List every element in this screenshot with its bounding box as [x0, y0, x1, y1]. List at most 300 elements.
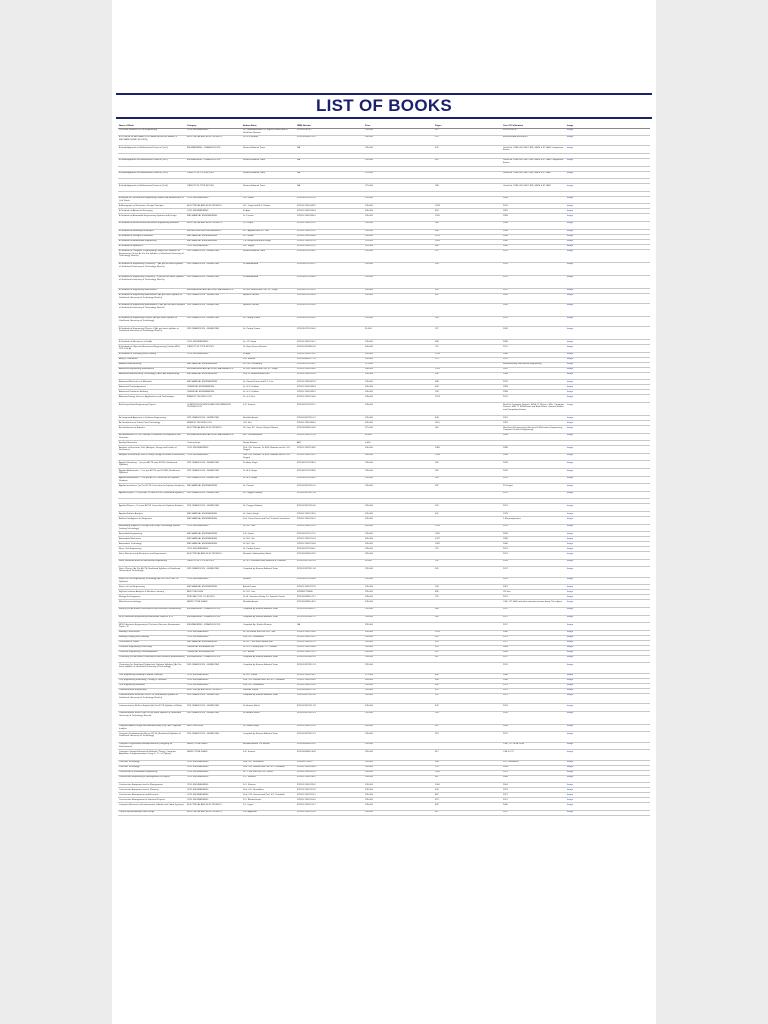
price-cell: 345.000: [364, 390, 434, 395]
isbn-cell: 978-93-85681-71-9: [296, 688, 364, 693]
image-link[interactable]: Image: [566, 461, 650, 469]
image-link[interactable]: Image: [566, 635, 650, 640]
price-cell: 195.000: [364, 688, 434, 693]
year-cell: Manufacturing/ Mechanical Engineering: [502, 362, 566, 367]
price-cell: 245.000: [364, 403, 434, 416]
price-cell: 195.000: [364, 504, 434, 512]
image-link[interactable]: Image: [566, 559, 650, 567]
isbn-cell: 978-81-7409-241-0: [296, 372, 364, 380]
author-cell: Spanish Version: [242, 293, 296, 303]
author-cell: Dr. M. Srivastav Sahay, Dr. Santosh Kumar: [242, 595, 296, 600]
book-name-cell: A Textbook of Electrical and Electronics Engineering Materials: [118, 221, 186, 229]
category-cell: ENGINEERING - EXAMS BOOKS: [186, 607, 242, 615]
category-cell: ENGINEERING - EXAMS BOOKS: [186, 146, 242, 154]
table-row: [118, 704, 650, 712]
image-link[interactable]: Image: [566, 585, 650, 590]
isbn-cell: 978-81-7409-160-2: [296, 517, 364, 525]
image-link[interactable]: Image: [566, 678, 650, 683]
image-link[interactable]: Image: [566, 640, 650, 645]
year-cell: 1991: [502, 209, 566, 214]
image-link[interactable]: Image: [566, 390, 650, 395]
image-link[interactable]: Image: [566, 357, 650, 362]
book-name-cell: Basic Physics (As Per AICTE Jharkhand Syllabus of Jharkhand University of Technology): [118, 567, 186, 577]
book-name-cell: A Guide Approach to Mathematical Science (Vol 4): [118, 184, 186, 192]
price-cell: 195.000: [364, 532, 434, 537]
year-cell: Useful for CSIR-UGC-NET JRF, GATE & IIT JAM: [502, 184, 566, 192]
table-row: [118, 577, 650, 585]
author-cell: Dr. G.P. Karmakar and Subhash B. Dabhare: [242, 559, 296, 567]
image-link[interactable]: Image: [566, 775, 650, 783]
category-cell: OBJECTIVE TYPE BOOKS: [186, 171, 242, 179]
price-cell: 195.000: [364, 196, 434, 204]
image-link[interactable]: Image: [566, 742, 650, 750]
price-cell: 195.000: [364, 615, 434, 623]
year-cell: 2004: [502, 244, 566, 249]
pages-cell: 1180: [434, 770, 502, 775]
author-cell: Dr. Kamal Kumar and R.C. Das: [242, 380, 296, 385]
isbn-cell: 978-93-85681-19-1: [296, 135, 364, 145]
category-cell: BEST SELLERS: [186, 590, 242, 595]
pages-cell: 1259: [434, 352, 502, 357]
price-cell: 345.000: [364, 446, 434, 454]
image-link[interactable]: Image: [566, 770, 650, 775]
book-name-cell: Civil Engineering Estimating, Costing & Valuation: [118, 678, 186, 683]
image-link[interactable]: Image: [566, 362, 650, 367]
image-link[interactable]: Image: [566, 750, 650, 760]
isbn-cell: 978-81-7409-222-9: [296, 585, 364, 590]
image-link[interactable]: Image: [566, 650, 650, 655]
year-cell: CSE, CIT, EEE and other relevant streams being The subject: [502, 600, 566, 608]
category-cell: MECHANICAL ENGINEERING: [186, 517, 242, 525]
author-cell: S.K. Gupta: [242, 532, 296, 537]
isbn-cell: NA: [296, 158, 364, 166]
isbn-cell: 9789387113927: [296, 760, 364, 765]
image-link[interactable]: Image: [566, 249, 650, 262]
year-cell: 2000: [502, 630, 566, 635]
image-link[interactable]: Image: [566, 421, 650, 426]
isbn-cell: 978-93-85681-41-2: [296, 742, 364, 750]
category-cell: COMPUTER SCIENCE AND INFORMATION TECHNOLOGY: [186, 403, 242, 416]
pages-cell: [434, 491, 502, 499]
image-link[interactable]: Image: [566, 158, 650, 166]
image-link[interactable]: Image: [566, 683, 650, 688]
category-cell: DIPLOMA BOOKS - SEMESTER: [186, 504, 242, 512]
image-link[interactable]: Image: [566, 711, 650, 724]
image-link[interactable]: Image: [566, 524, 650, 532]
price-cell: 195.000: [364, 416, 434, 421]
image-link[interactable]: Image: [566, 704, 650, 712]
year-cell: Electrical And Electronics: [502, 135, 566, 145]
pages-cell: [434, 196, 502, 204]
image-link[interactable]: Image: [566, 673, 650, 678]
category-cell: CIVIL ENGINEERING: [186, 547, 242, 552]
year-cell: 2021: [502, 491, 566, 499]
pages-cell: 1360: [434, 446, 502, 454]
year-cell: Useful for CSIR-UGC-NET JRF, GATE & IIT JAM, Competitive Exams: [502, 158, 566, 166]
year-cell: 2017: [502, 810, 566, 815]
book-name-cell: A Textbook of Advanced Surveying: [118, 209, 186, 214]
image-link[interactable]: Image: [566, 590, 650, 595]
book-name-cell: Botany (For All Indian Universities/Other Research Examination): [118, 607, 186, 615]
year-cell: 2017: [502, 615, 566, 623]
book-name-cell: BigData Scheme Analysis & Machine Learning: [118, 590, 186, 595]
image-link[interactable]: Image: [566, 380, 650, 385]
year-cell: Useful for CSIR-UGC-NET JRF, GATE & IIT JAM, Competitive Exams: [502, 146, 566, 154]
isbn-cell: 978-93-85681-75-7: [296, 595, 364, 600]
price-cell: 245.000: [364, 380, 434, 385]
image-link[interactable]: Image: [566, 512, 650, 517]
image-link[interactable]: Image: [566, 517, 650, 525]
image-link[interactable]: Image: [566, 537, 650, 542]
book-name-cell: Computer Electronics (Fundamentals of Audio and Video Systems): [118, 803, 186, 811]
year-cell: 2021: [502, 288, 566, 293]
price-cell: 195.000: [364, 567, 434, 577]
author-cell: Dr. Prasad: [242, 234, 296, 239]
pages-cell: 422: [434, 146, 502, 154]
image-link[interactable]: Image: [566, 403, 650, 416]
price-cell: 245.000: [364, 683, 434, 688]
pages-cell: 960: [434, 244, 502, 249]
pages-cell: [434, 577, 502, 585]
image-link[interactable]: Image: [566, 303, 650, 316]
year-cell: 2014: [502, 476, 566, 484]
isbn-cell: 978-81-7409-115-2: [296, 229, 364, 234]
image-link[interactable]: Image: [566, 327, 650, 340]
pages-cell: 751: [434, 345, 502, 353]
book-name-cell: Alternate Energy Sources: Applications and Technologies: [118, 395, 186, 403]
isbn-cell: 978-81-7409-201-4: [296, 810, 364, 815]
table-row: [118, 372, 650, 380]
image-link[interactable]: Image: [566, 416, 650, 421]
pages-cell: 600: [434, 229, 502, 234]
price-cell: 245.000: [364, 810, 434, 815]
book-name-cell: Chemistry (For All Indian Universities/Other Entrance Examinations): [118, 655, 186, 663]
year-cell: 1999: [502, 234, 566, 239]
book-name-cell: Automobile Mechanics: [118, 537, 186, 542]
pages-cell: 887: [434, 793, 502, 798]
isbn-cell: 978-81-7409-227-4: [296, 433, 364, 441]
price-cell: 145.000: [364, 693, 434, 703]
image-link[interactable]: Image: [566, 532, 650, 537]
image-link[interactable]: Image: [566, 446, 650, 454]
table-row: [118, 446, 650, 454]
author-cell: Dr. N.K. Giri: [242, 542, 296, 547]
isbn-cell: 978-81-7409-216-8: [296, 542, 364, 547]
image-link[interactable]: Image: [566, 367, 650, 372]
year-cell: 2017: [502, 345, 566, 353]
author-cell: Prof. Tarun Kumar and Prof. Prakash Srivastava: [242, 517, 296, 525]
book-name-cell: Advanced Petroleum Refining: [118, 390, 186, 395]
image-link[interactable]: Image: [566, 484, 650, 492]
isbn-cell: 978-81-7409-095-9: [296, 385, 364, 390]
book-name-cell: Building Construction: [118, 630, 186, 635]
image-link[interactable]: Image: [566, 453, 650, 461]
image-link[interactable]: Image: [566, 645, 650, 650]
image-link[interactable]: Image: [566, 275, 650, 288]
category-cell: ENGINEERING AND APPLIED MATHEMATICS: [186, 288, 242, 293]
author-cell: Dr. B.P. Verma: [242, 673, 296, 678]
isbn-cell: 978-93-87113-89-6: [296, 293, 364, 303]
isbn-cell: 978-81-7409-198-7: [296, 673, 364, 678]
pages-cell: 668: [434, 340, 502, 345]
isbn-cell: NA: [296, 184, 364, 192]
image-link[interactable]: Image: [566, 655, 650, 663]
author-cell: Dr. G.D. Gulliver: [242, 390, 296, 395]
book-name-cell: A Guide Approach to Mathematical Science (Vol 1): [118, 146, 186, 154]
image-link[interactable]: Image: [566, 732, 650, 742]
table-row: [118, 158, 650, 166]
pages-cell: 800: [434, 673, 502, 678]
image-link[interactable]: Image: [566, 352, 650, 357]
price-cell: [364, 491, 434, 499]
image-link[interactable]: Image: [566, 395, 650, 403]
book-name-cell: Basics of Civil Engineering: [118, 585, 186, 590]
year-cell: 2006: [502, 803, 566, 811]
price-cell: 245.000: [364, 803, 434, 811]
isbn-cell: 978-93-87113-96-4: [296, 461, 364, 469]
isbn-cell: 978-81-947525-4-7: [296, 732, 364, 742]
image-link[interactable]: Image: [566, 214, 650, 222]
category-cell: DIPLOMA BOOKS - SEMESTER: [186, 711, 242, 724]
image-link[interactable]: Image: [566, 630, 650, 635]
image-link[interactable]: Image: [566, 345, 650, 353]
image-link[interactable]: Image: [566, 469, 650, 477]
image-link[interactable]: Image: [566, 135, 650, 145]
pages-cell: 294: [434, 316, 502, 326]
image-link[interactable]: Image: [566, 623, 650, 631]
image-link[interactable]: Image: [566, 426, 650, 434]
author-cell: Compiled by Shanna Editorial Team: [242, 693, 296, 703]
image-link[interactable]: Image: [566, 491, 650, 499]
year-cell: 2019: [502, 316, 566, 326]
author-cell: Dr. Prasad: [242, 484, 296, 492]
image-link[interactable]: Image: [566, 146, 650, 154]
author-cell: Prof. V.N. Vazirani, Dr M.M. Ratwani and Dr. S.K. Duggal: [242, 446, 296, 454]
year-cell: 2000: [502, 239, 566, 244]
book-name-cell: Artificial Intelligence for Engineers: [118, 517, 186, 525]
category-cell: Coming Soon: [186, 441, 242, 446]
year-cell: 2007: [502, 367, 566, 372]
author-cell: Prof. R. Ramachandra Rao: [242, 372, 296, 380]
image-link[interactable]: Image: [566, 476, 650, 484]
pages-cell: 398: [434, 760, 502, 765]
year-cell: 1998: [502, 390, 566, 395]
category-cell: NEWLY PUBLISHED: [186, 750, 242, 760]
price-cell: 95.000: [364, 433, 434, 441]
book-name-cell: A Textbook of Metallurgical Analysis: [118, 229, 186, 234]
author-cell: P.L. Kapur: [242, 221, 296, 229]
image-link[interactable]: Image: [566, 288, 650, 293]
image-link[interactable]: Image: [566, 542, 650, 547]
price-cell: 245.000: [364, 512, 434, 517]
image-link[interactable]: Image: [566, 385, 650, 390]
image-link[interactable]: Image: [566, 372, 650, 380]
price-cell: 195.000: [364, 146, 434, 154]
image-link[interactable]: Image: [566, 504, 650, 512]
isbn-cell: 978-81-931809-6-9: [296, 345, 364, 353]
price-cell: 245.000: [364, 704, 434, 712]
year-cell: 978-81-931-8...: [502, 128, 566, 135]
author-cell: Dr. G.D. Rai: [242, 395, 296, 403]
pages-cell: 581: [434, 426, 502, 434]
image-link[interactable]: Image: [566, 663, 650, 673]
book-name-cell: BPSC Assistant Engineering & Technical Services Examination Paper - III: [118, 623, 186, 631]
category-cell: CIVIL ENGINEERING: [186, 793, 242, 798]
image-link[interactable]: Image: [566, 803, 650, 811]
book-name-cell: A Textbook of Computer Programming (Subject for Student's of Engineering Course As Per the Syllabus of Jharkhand University of Technology, Ranchi): [118, 249, 186, 262]
image-link[interactable]: Image: [566, 810, 650, 815]
image-link[interactable]: Image: [566, 693, 650, 703]
image-link[interactable]: Image: [566, 547, 650, 552]
table-row: [118, 293, 650, 303]
year-cell: 2019: [502, 704, 566, 712]
author-cell: Dr. Pankaj Kumar: [242, 547, 296, 552]
image-link[interactable]: Image: [566, 204, 650, 209]
isbn-cell: 978-81-7409-100-7: [296, 340, 364, 345]
pages-cell: 227: [434, 327, 502, 340]
image-link[interactable]: Image: [566, 783, 650, 788]
price-cell: 275.000: [364, 362, 434, 367]
table-row: [118, 803, 650, 811]
image-link[interactable]: Image: [566, 788, 650, 793]
image-link[interactable]: Image: [566, 209, 650, 214]
price-cell: 245.000: [364, 288, 434, 293]
isbn-cell: 978-81-7409-189-5: [296, 678, 364, 683]
book-name-cell: An Introduction to Robotics: [118, 426, 186, 434]
category-cell: ELECTRICAL AND ELECTRONICS: [186, 552, 242, 560]
image-link[interactable]: Image: [566, 340, 650, 345]
author-cell: N.C. Goyal and R.K. Khetan: [242, 204, 296, 209]
pages-cell: 143: [434, 711, 502, 724]
book-name-cell: Computer Organization and Architecture (Designing for Performance): [118, 742, 186, 750]
category-cell: DIPLOMA BOOKS - SEMESTER: [186, 275, 242, 288]
image-link[interactable]: Image: [566, 262, 650, 275]
category-cell: METALLURGICAL ENGINEERING: [186, 229, 242, 234]
pages-cell: 321: [434, 249, 502, 262]
image-link[interactable]: Image: [566, 688, 650, 693]
image-link[interactable]: Image: [566, 239, 650, 244]
year-cell: 1999: [502, 229, 566, 234]
author-cell: Dr. Pragyan Nataraj: [242, 504, 296, 512]
isbn-cell: 978-81-931-8...: [296, 128, 364, 135]
book-name-cell: Basic Electrical and Electronics and Experiments: [118, 552, 186, 560]
year-cell: 2015: [502, 204, 566, 209]
image-link[interactable]: Image: [566, 595, 650, 600]
image-link[interactable]: Image: [566, 244, 650, 249]
author-cell: Prof. S.K. Dhandekar: [242, 683, 296, 688]
price-cell: 195.000: [364, 577, 434, 585]
table-row: [118, 552, 650, 560]
pages-cell: 319: [434, 732, 502, 742]
table-row: [118, 469, 650, 477]
author-cell: Shanna Editorial Team: [242, 171, 296, 179]
image-link[interactable]: Image: [566, 760, 650, 765]
author-cell: Dr. Abid Ahmad: [242, 262, 296, 275]
image-link[interactable]: Image: [566, 229, 650, 234]
image-link[interactable]: Image: [566, 607, 650, 615]
pages-cell: 890: [434, 590, 502, 595]
pages-cell: [434, 623, 502, 631]
category-cell: CHEMICAL ENGINEERING: [186, 390, 242, 395]
pages-cell: 478: [434, 704, 502, 712]
price-cell: 245.000: [364, 645, 434, 650]
image-link[interactable]: Image: [566, 433, 650, 441]
author-cell: Shanna Editorial Team: [242, 146, 296, 154]
book-name-cell: Civil Engineering Drawing & Repair Planning: [118, 673, 186, 678]
category-cell: NEWLY PUBLISHED: [186, 742, 242, 750]
year-cell: 1973: [502, 788, 566, 793]
author-cell: R. Agor: [242, 209, 296, 214]
book-name-cell: Applied Mathematics - II as per AICTE Curriculum for Diploma Students: [118, 476, 186, 484]
pages-cell: 578: [434, 288, 502, 293]
isbn-cell: 978-81-7409-170-1: [296, 650, 364, 655]
category-cell: MECHANICAL ENGINEERING: [186, 484, 242, 492]
category-cell: ELECTRICAL AND ELECTRONICS: [186, 135, 242, 145]
price-cell: 295.000: [364, 750, 434, 760]
category-cell: MECHANICAL ENGINEERING: [186, 542, 242, 547]
image-link[interactable]: Image: [566, 316, 650, 326]
year-cell: 2006: [502, 673, 566, 678]
image-link[interactable]: Image: [566, 552, 650, 560]
image-link[interactable]: Image: [566, 600, 650, 608]
category-cell: DIPLOMA BOOKS - SEMESTER: [186, 693, 242, 703]
year-cell: 1977: [502, 640, 566, 645]
author-cell: Dr. Anita Singh: [242, 461, 296, 469]
image-link[interactable]: Image: [566, 221, 650, 229]
year-cell: 2017: [502, 655, 566, 663]
image-link[interactable]: Image: [566, 567, 650, 577]
image-link[interactable]: Image: [566, 171, 650, 179]
category-cell: MECHANICAL ENGINEERING: [186, 640, 242, 645]
book-name-cell: Construction Equipment and its Management: [118, 783, 186, 788]
author-cell: Compiled by Shanna Editorial Team: [242, 607, 296, 615]
image-link[interactable]: Image: [566, 724, 650, 732]
isbn-cell: 978-93-87113-71-1: [296, 532, 364, 537]
price-cell: 195.000: [364, 663, 434, 673]
table-row: [118, 262, 650, 275]
pages-cell: 1072: [434, 537, 502, 542]
image-link[interactable]: Image: [566, 793, 650, 798]
author-cell: Dr. Pragyan Nataraj: [242, 491, 296, 499]
book-name-cell: A Textbook of Engineering Physics II (As per latest syllabus of Jharkhand University of Technology, Ranchi): [118, 327, 186, 340]
page-title: LIST OF BOOKS: [315, 96, 453, 115]
category-cell: CIVIL ENGINEERING: [186, 446, 242, 454]
isbn-cell: 978-93-87113-90-2: [296, 249, 364, 262]
isbn-cell: 978-81-7409-072-0: [296, 239, 364, 244]
book-name-cell: An Integrated Approach to Software Engineering: [118, 416, 186, 421]
category-cell: DIPLOMA BOOKS - SEMESTER: [186, 316, 242, 326]
image-link[interactable]: Image: [566, 293, 650, 303]
image-link[interactable]: Image: [566, 765, 650, 770]
pages-cell: 953: [434, 209, 502, 214]
category-cell: ELECTRICAL AND ELECTRONICS: [186, 810, 242, 815]
image-link[interactable]: Image: [566, 798, 650, 803]
author-cell: M.K. Venkataraman: [242, 433, 296, 441]
table-row: [118, 559, 650, 567]
image-link[interactable]: Image: [566, 128, 650, 135]
category-cell: DIPLOMA BOOKS - SEMESTER: [186, 491, 242, 499]
price-cell: 195.000: [364, 128, 434, 135]
image-link[interactable]: Image: [566, 577, 650, 585]
image-link[interactable]: Image: [566, 184, 650, 192]
price-cell: 245.000: [364, 221, 434, 229]
isbn-cell: 978-81-7409-090-4: [296, 214, 364, 222]
image-link[interactable]: Image: [566, 196, 650, 204]
image-link[interactable]: Image: [566, 615, 650, 623]
pages-cell: 812: [434, 810, 502, 815]
isbn-cell: 978-81-7409-098-0: [296, 234, 364, 239]
image-link[interactable]: Image: [566, 234, 650, 239]
